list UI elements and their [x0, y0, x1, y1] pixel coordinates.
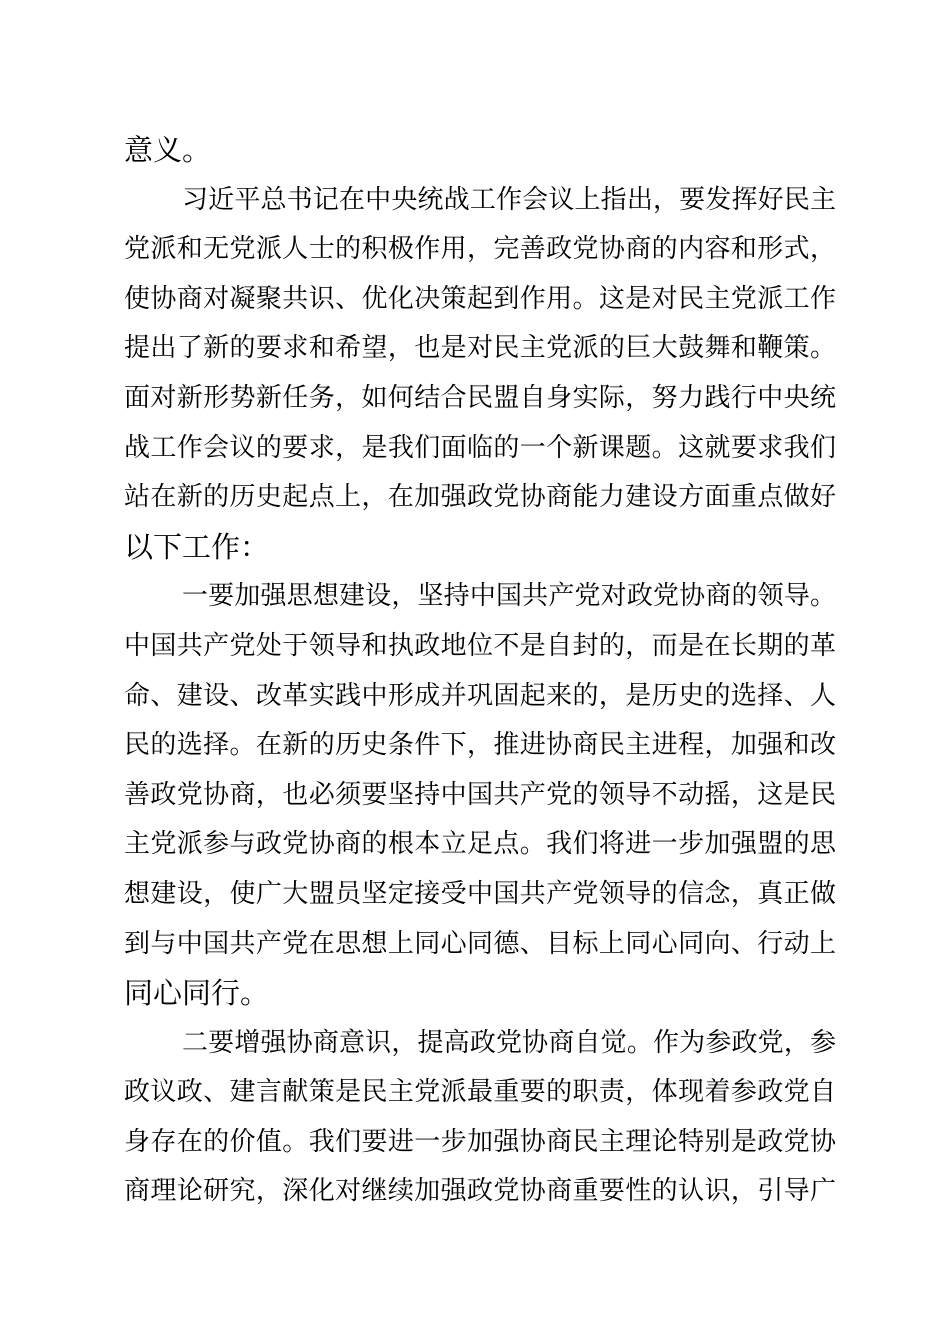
text-line: 善政党协商，也必须要坚持中国共产党的领导不动摇，这是民 — [124, 779, 836, 810]
text-line: 命、建设、改革实践中形成并巩固起来的，是历史的选择、人 — [124, 680, 836, 711]
paragraph-first-line: 一要加强思想建设，坚持中国共产党对政党协商的领导。 — [182, 581, 836, 612]
text-line: 面对新形势新任务，如何结合民盟自身实际，努力践行中央统 — [124, 382, 836, 413]
text-line: 到与中国共产党在思想上同心同德、目标上同心同向、行动上 — [124, 928, 836, 959]
text-line: 中国共产党处于领导和执政地位不是自封的，而是在长期的革 — [124, 630, 836, 661]
text-line: 商理论研究，深化对继续加强政党协商重要性的认识，引导广 — [124, 1176, 836, 1207]
text-line: 以下工作： — [124, 529, 270, 564]
paragraph-first-line: 习近平总书记在中央统战工作会议上指出，要发挥好民主 — [182, 184, 836, 215]
text-line: 身存在的价值。我们要进一步加强协商民主理论特别是政党协 — [124, 1126, 836, 1157]
text-line: 意义。 — [124, 133, 212, 167]
text-line: 党派和无党派人士的积极作用，完善政党协商的内容和形式， — [124, 234, 836, 265]
text-line: 民的选择。在新的历史条件下，推进协商民主进程，加强和改 — [124, 730, 836, 761]
text-line: 主党派参与政党协商的根本立足点。我们将进一步加强盟的思 — [124, 829, 836, 860]
paragraph-first-line: 二要增强协商意识，提高政党协商自觉。作为参政党，参 — [182, 1027, 836, 1058]
text-line: 站在新的历史起点上，在加强政党协商能力建设方面重点做好 — [124, 482, 836, 513]
text-line: 想建设，使广大盟员坚定接受中国共产党领导的信念，真正做 — [124, 878, 836, 909]
text-line: 政议政、建言献策是民主党派最重要的职责，体现着参政党自 — [124, 1077, 836, 1108]
text-line: 同心同行。 — [124, 976, 270, 1011]
text-line: 战工作会议的要求，是我们面临的一个新课题。这就要求我们 — [124, 432, 836, 463]
text-line: 使协商对凝聚共识、优化决策起到作用。这是对民主党派工作 — [124, 283, 836, 314]
text-line: 提出了新的要求和希望，也是对民主党派的巨大鼓舞和鞭策。 — [124, 333, 836, 364]
document-body — [124, 126, 836, 1217]
